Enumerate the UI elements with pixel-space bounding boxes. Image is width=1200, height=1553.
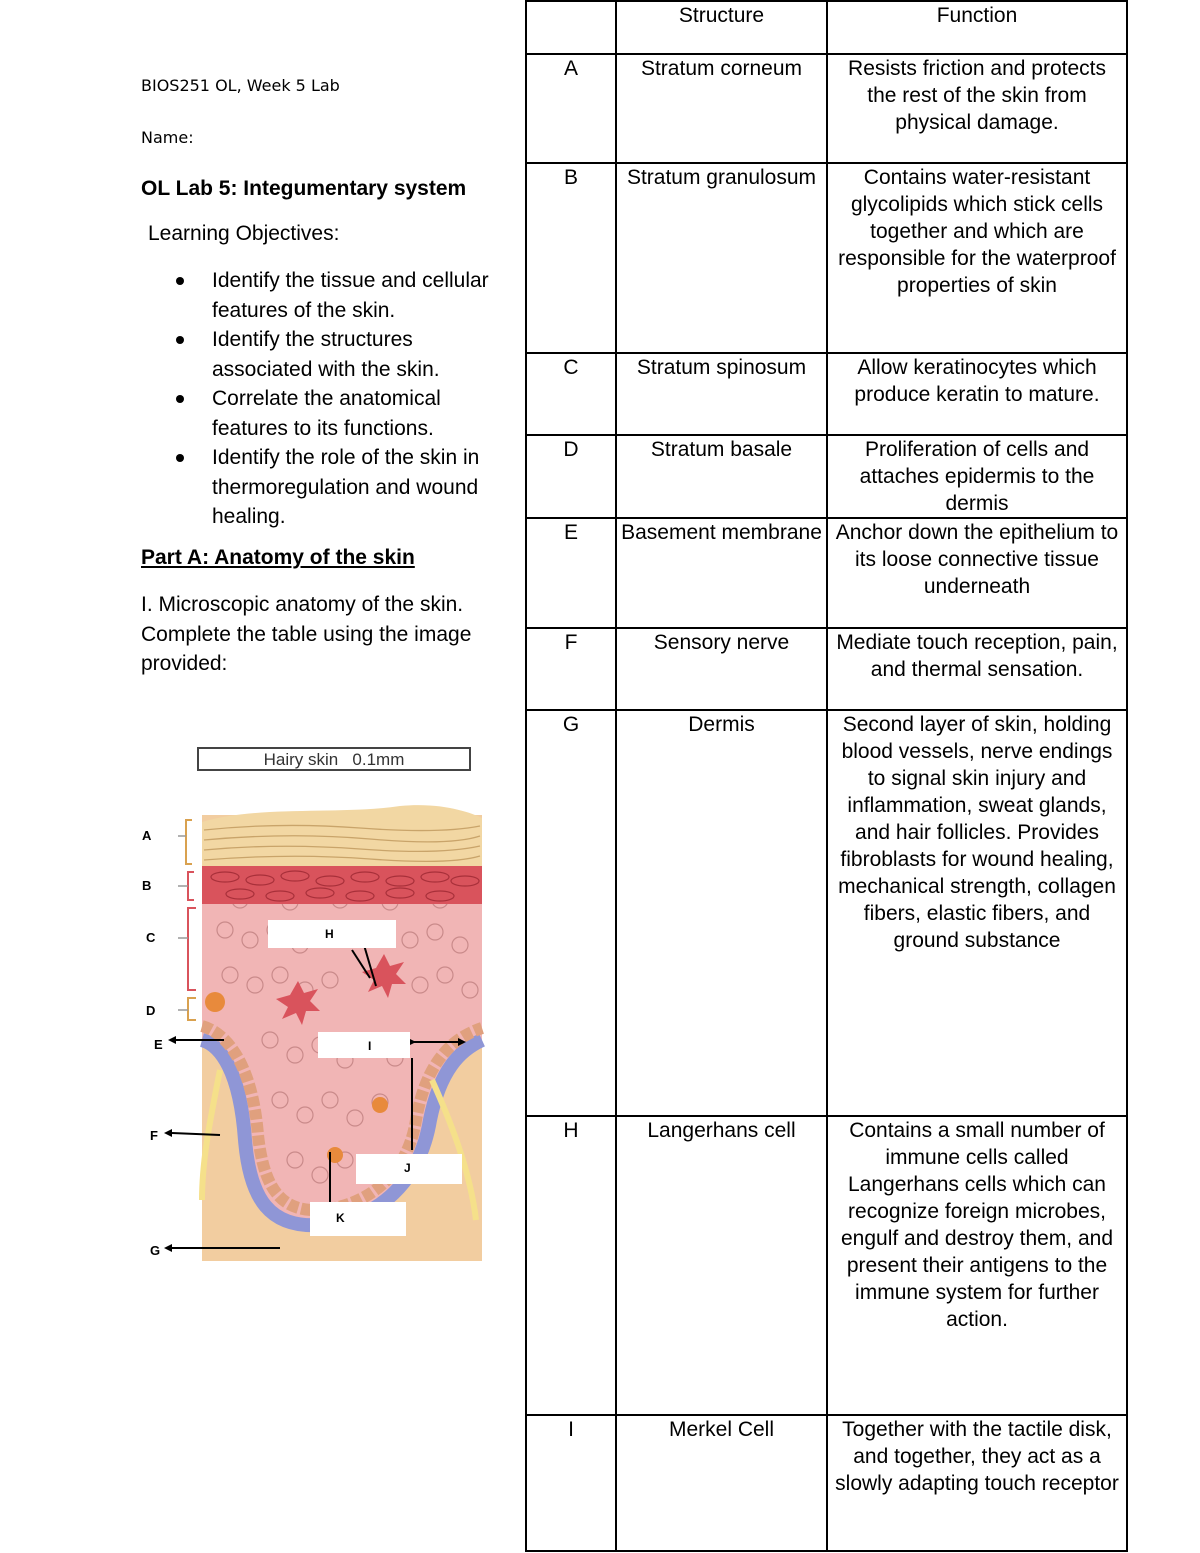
row-letter: C	[526, 353, 616, 435]
row-function: Contains water-resistant glycolipids which stick cells together and which are responsible for the waterproof properties of skin	[827, 163, 1127, 353]
row-structure: Sensory nerve	[616, 628, 827, 710]
row-structure: Stratum corneum	[616, 54, 827, 163]
table-header-row	[526, 1, 1127, 54]
label-e: E	[154, 1037, 163, 1052]
table-row	[526, 54, 1127, 163]
row-letter: A	[526, 54, 616, 163]
name-label: Name:	[141, 128, 194, 147]
label-d: D	[146, 1003, 156, 1018]
table-row	[526, 710, 1127, 1116]
objectives-heading: Learning Objectives:	[148, 222, 340, 245]
label-c: C	[146, 930, 156, 945]
answer-box-i	[318, 1032, 410, 1058]
table-row	[526, 1415, 1127, 1551]
row-structure: Dermis	[616, 710, 827, 1116]
row-structure: Langerhans cell	[616, 1116, 827, 1415]
header-structure: Structure	[616, 1, 827, 54]
label-j: J	[404, 1161, 411, 1175]
objective-item: Identify the structures associated with the skin.	[176, 325, 496, 384]
table-row	[526, 1116, 1127, 1415]
row-function: Contains a small number of immune cells called Langerhans cells which can recognize foreign microbes, engulf and destroy them, and present their antigens to the immune system for further action.	[827, 1116, 1127, 1415]
table-row	[526, 435, 1127, 518]
part-a-heading: Part A: Anatomy of the skin	[141, 546, 415, 569]
label-b: B	[142, 878, 152, 893]
row-structure: Stratum granulosum	[616, 163, 827, 353]
row-letter: D	[526, 435, 616, 518]
objective-item: Correlate the anatomical features to its functions.	[176, 384, 496, 443]
row-letter: F	[526, 628, 616, 710]
figure-title: Hairy skin 0.1mm	[263, 750, 405, 769]
table-row	[526, 353, 1127, 435]
row-function: Proliferation of cells and attaches epidermis to the dermis	[827, 435, 1127, 518]
header-letter	[526, 1, 616, 54]
row-letter: I	[526, 1415, 616, 1551]
row-letter: G	[526, 710, 616, 1116]
bullet-icon	[176, 277, 184, 285]
bullet-icon	[176, 454, 184, 462]
row-function: Second layer of skin, holding blood vessels, nerve endings to signal skin injury and inflammation, sweat glands, and hair follicles. Provides fibroblasts for wound healing, mechanical strength, collagen fibers, elastic fibers, and ground substance	[827, 710, 1127, 1116]
lab-title: OL Lab 5: Integumentary system	[141, 177, 467, 200]
row-letter: E	[526, 518, 616, 628]
answer-box-k	[310, 1202, 406, 1236]
row-letter: B	[526, 163, 616, 353]
table-row	[526, 163, 1127, 353]
row-function: Resists friction and protects the rest of the skin from physical damage.	[827, 54, 1127, 163]
row-structure: Basement membrane	[616, 518, 827, 628]
row-function: Anchor down the epithelium to its loose connective tissue underneath	[827, 518, 1127, 628]
objective-item: Identify the tissue and cellular features of the skin.	[176, 266, 496, 325]
figure-labels	[142, 828, 163, 1258]
header-function: Function	[827, 1, 1127, 54]
label-f: F	[150, 1128, 158, 1143]
bullet-icon	[176, 395, 184, 403]
row-structure: Stratum basale	[616, 435, 827, 518]
label-a: A	[142, 828, 152, 843]
course-title: BIOS251 OL, Week 5 Lab	[141, 76, 340, 95]
row-function: Together with the tactile disk, and together, they act as a slowly adapting touch receptor	[827, 1415, 1127, 1551]
left-column	[0, 0, 520, 1553]
melanocyte	[205, 992, 225, 1012]
layer-brackets	[186, 820, 192, 864]
structure-function-table	[525, 0, 1128, 1552]
row-structure: Stratum spinosum	[616, 353, 827, 435]
skin-diagram	[140, 740, 500, 1280]
row-structure: Merkel Cell	[616, 1415, 827, 1551]
label-i: I	[368, 1039, 372, 1053]
label-k: K	[336, 1211, 345, 1225]
table-row	[526, 518, 1127, 628]
objectives-list	[176, 266, 496, 532]
row-letter: H	[526, 1116, 616, 1415]
table-row	[526, 628, 1127, 710]
label-h: H	[325, 927, 334, 941]
objective-item: Identify the role of the skin in thermoregulation and wound healing.	[176, 443, 496, 532]
melanocyte	[372, 1097, 388, 1113]
instruction-text: I. Microscopic anatomy of the skin. Complete the table using the image provided:	[141, 593, 472, 675]
row-function: Mediate touch reception, pain, and thermal sensation.	[827, 628, 1127, 710]
row-function: Allow keratinocytes which produce keratin to mature.	[827, 353, 1127, 435]
label-g: G	[150, 1243, 161, 1258]
bullet-icon	[176, 336, 184, 344]
